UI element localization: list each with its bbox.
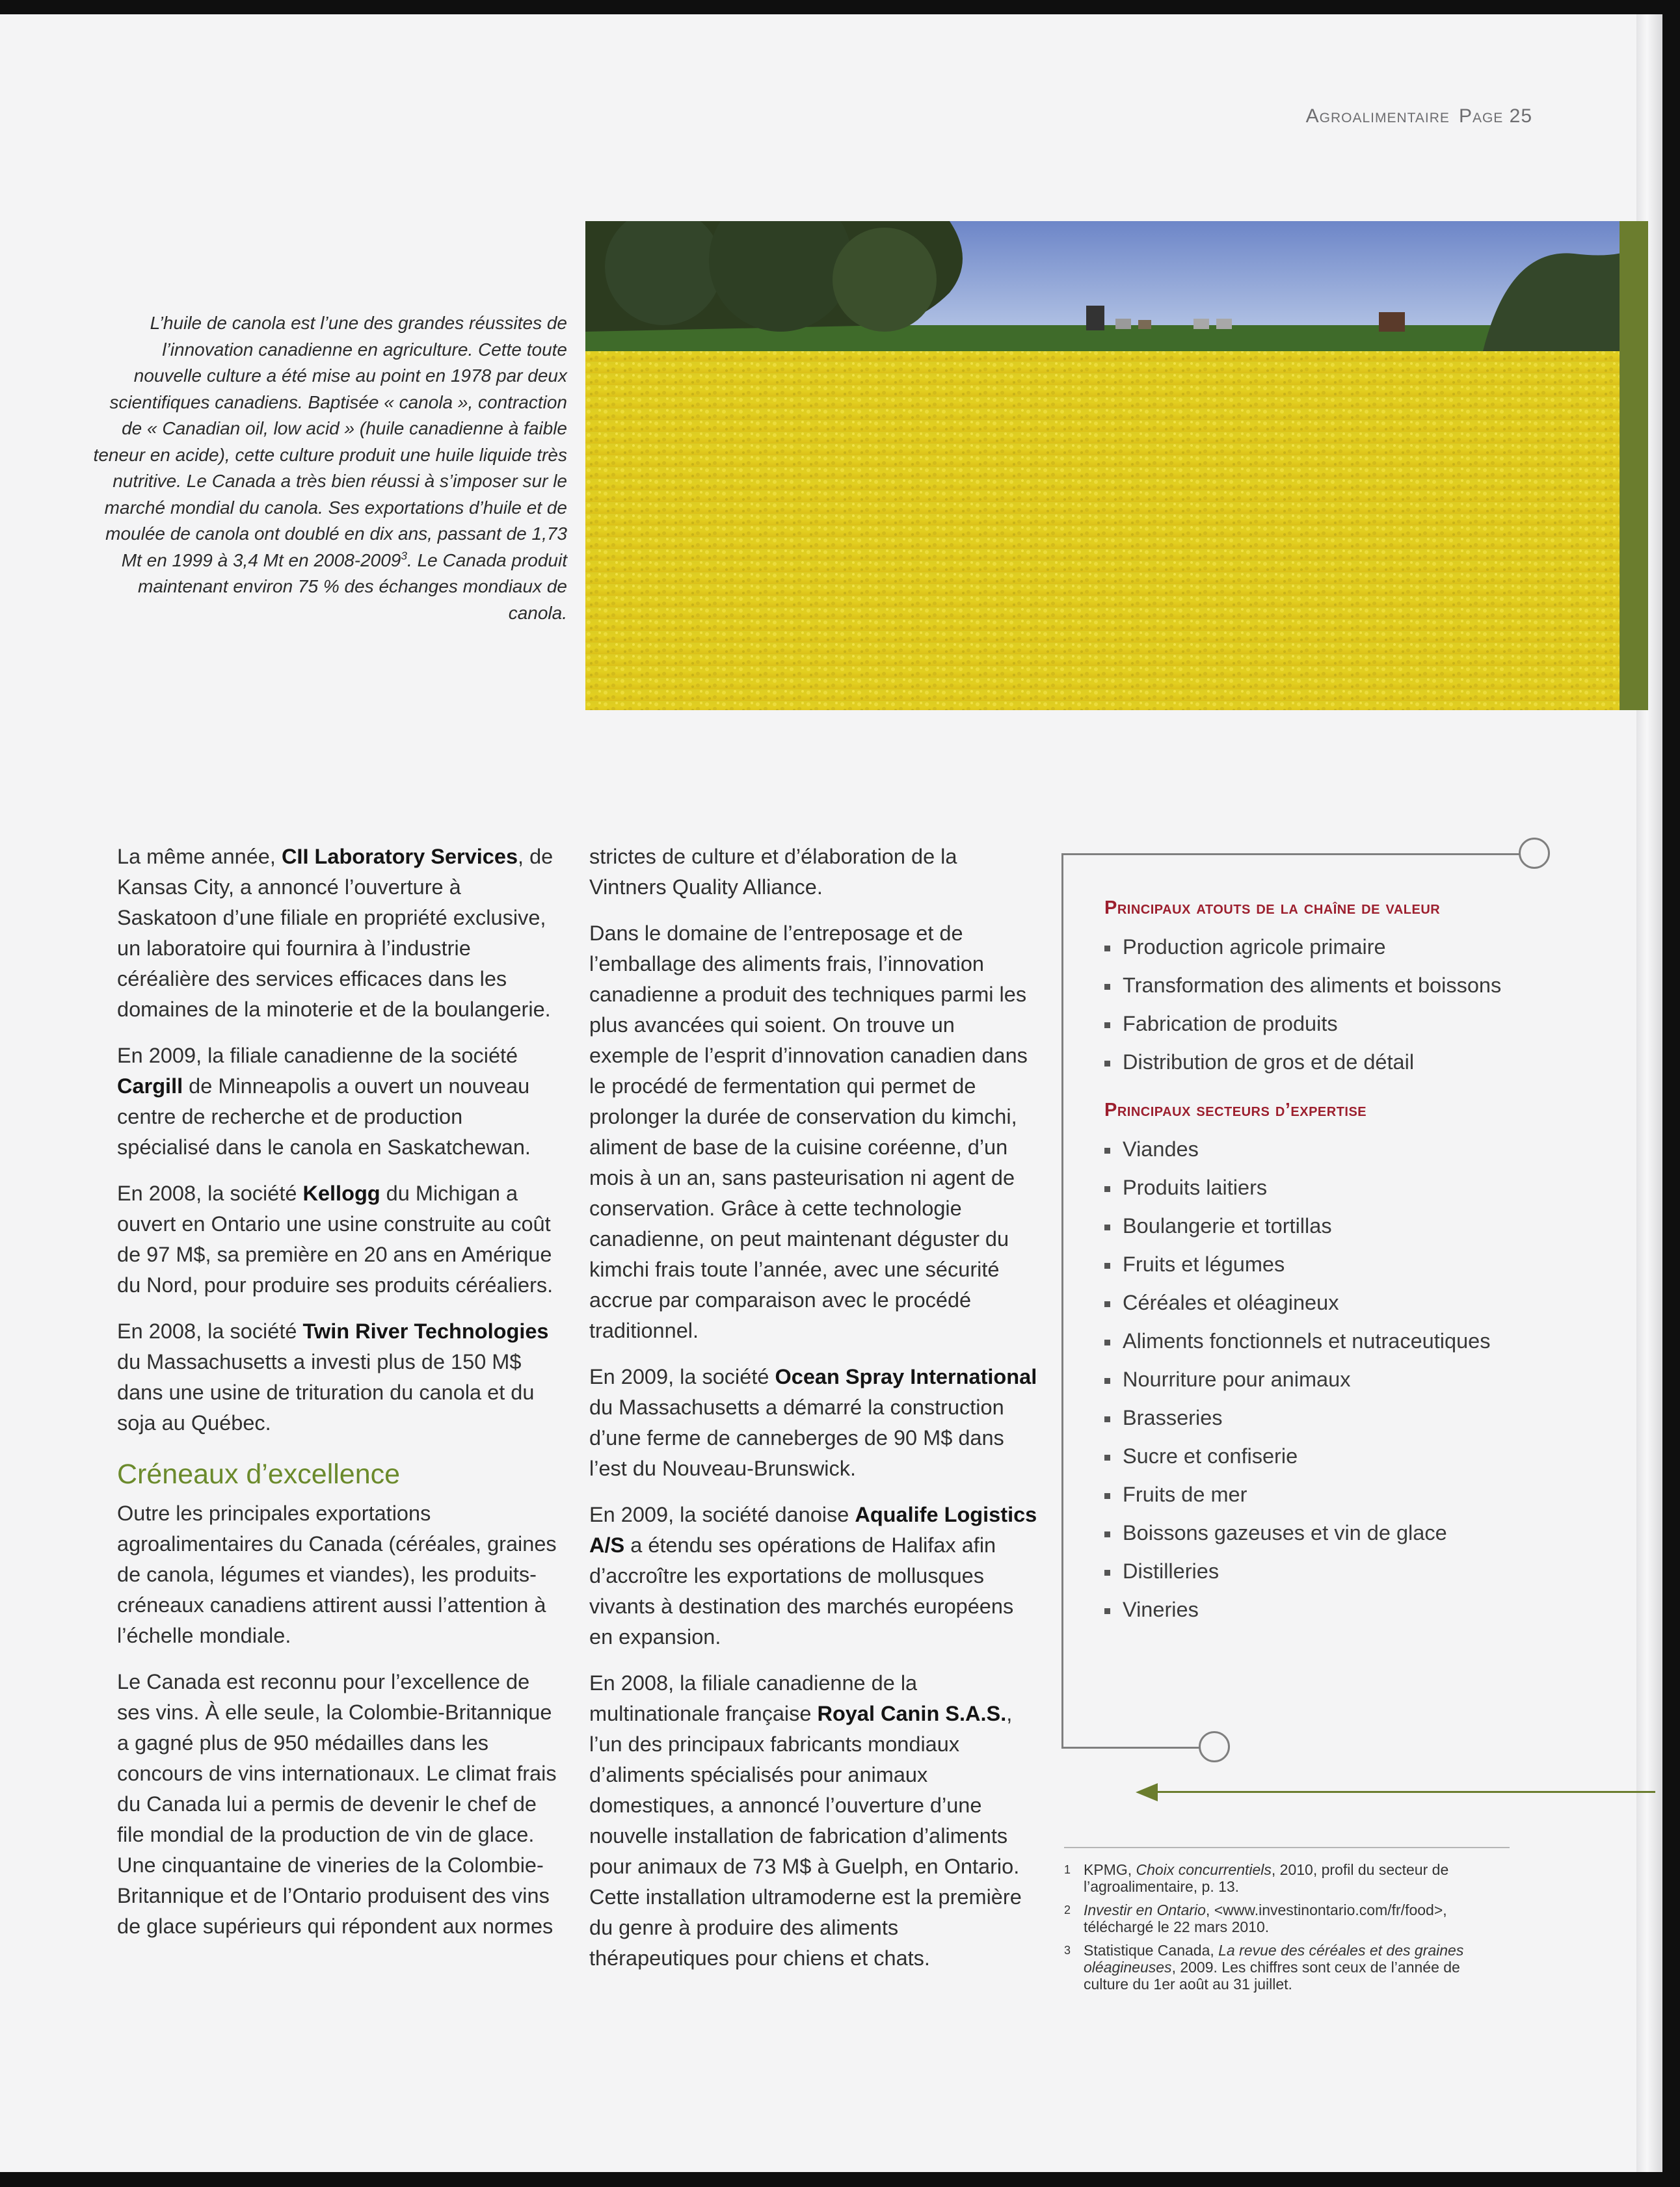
canola-field-photo — [585, 221, 1647, 710]
company-name: Kellogg — [302, 1182, 380, 1205]
paragraph: En 2008, la société Twin River Technologies du Massachusetts a investi plus de 150 M$ dans une usine de trituration du canola et du soja au Québec. — [117, 1319, 549, 1435]
caption-tail: . Le Canada produit maintenant environ 75 % des échanges mondiaux de canola. — [138, 550, 567, 623]
sidebar-heading: Principaux secteurs d’expertise — [1104, 1100, 1367, 1120]
circle-ornament — [1519, 838, 1550, 869]
text-column-2 — [589, 842, 1038, 1989]
company-name: Twin River Technologies — [302, 1319, 549, 1343]
company-name: Royal Canin S.A.S. — [817, 1702, 1007, 1725]
list-item: Céréales et oléagineux — [1104, 1284, 1521, 1322]
list-item: Boissons gazeuses et vin de glace — [1104, 1514, 1521, 1552]
page — [0, 14, 1662, 2172]
list-item: Brasseries — [1104, 1399, 1521, 1437]
list-item: Viandes — [1104, 1130, 1521, 1169]
photo-accent-bar — [1620, 221, 1648, 710]
paragraph: En 2009, la société Ocean Spray International du Massachusetts a démarré la construction d’une ferme de canneberges de 90 M$ dans l’est du Nouveau-Brunswick. — [589, 1365, 1037, 1480]
list-item: Produits laitiers — [1104, 1169, 1521, 1207]
list-item: Production agricole primaire — [1104, 928, 1521, 966]
paragraph: En 2009, la société danoise Aqualife Logistics A/S a étendu ses opérations de Halifax afin d’accroître les exportations de mollusques vivants à destination des marchés européens en expansion. — [589, 1503, 1037, 1649]
list-item: Nourriture pour animaux — [1104, 1360, 1521, 1399]
footnote-number: 1 — [1064, 1863, 1071, 1876]
running-header — [1306, 105, 1532, 127]
company-name: Ocean Spray International — [775, 1365, 1037, 1388]
footnote-number: 3 — [1064, 1944, 1071, 1957]
footnote: 1 KPMG, Choix concurrentiels, 2010, profil du secteur de l’agroalimentaire, p. 13. — [1064, 1861, 1449, 1895]
circle-ornament — [1199, 1731, 1230, 1762]
company-name: Cargill — [117, 1074, 183, 1098]
sidebar-heading: Principaux atouts de la chaîne de valeur — [1104, 897, 1441, 918]
arrow-left-icon — [1136, 1783, 1158, 1801]
sidebar-box — [1104, 897, 1521, 1647]
list-item: Fruits et légumes — [1104, 1245, 1521, 1284]
text-column-1 — [117, 842, 559, 1957]
paragraph: strictes de culture et d’élaboration de la Vintners Quality Alliance. — [589, 845, 957, 899]
footnote-rule — [1064, 1847, 1510, 1848]
value-chain-list — [1104, 928, 1521, 1081]
caption-text: L’huile de canola est l’une des grandes réussites de l’innovation canadienne en agriculture. Cette toute nouvelle culture a été mise au point en 1978 par deux scientifiques canadiens. Baptisée « canola », contraction de « Canadian oil, low acid » (huile canadienne à faible teneur en acide), cette culture produit une huile liquide très nutritive. Le Canada a très bien réussi à s’imposer sur le marché mondial du canola. Ses exportations d’huile et de moulée de canola ont doublé en dix ans, passant de 1,73 Mt en 1999 à 3,4 Mt en 2008-2009 — [93, 313, 567, 570]
paragraph: Dans le domaine de l’entreposage et de l’emballage des aliments frais, l’innovation canadienne a produit des techniques parmi les plus avancées qui soient. On trouve un exemple de l’esprit d’innovation canadien dans le procédé de fermentation qui permet de prolonger la durée de conservation du kimchi, aliment de base de la cuisine coréenne, d’un mois à un an, sans pasteurisation ni agent de conservation. Grâce à cette technologie canadienne, on peut maintenant déguster du kimchi frais toute l’année, avec une sécurité accrue par comparaison avec le procédé traditionnel. — [589, 921, 1028, 1342]
paragraph: Le Canada est reconnu pour l’excellence de ses vins. À elle seule, la Colombie-Britannique a gagné plus de 950 médailles dans les concours de vins internationaux. Le climat frais du Canada lui a permis de devenir le chef de file mondial de la production de vin de glace. Une cinquantaine de vineries de la Colombie-Britannique et de l’Ontario produisent des vins de glace supérieurs qui répondent aux normes — [117, 1670, 557, 1938]
header-section: Agroalimentaire — [1305, 105, 1450, 127]
section-title: Créneaux d’excellence — [117, 1459, 401, 1490]
list-item: Distribution de gros et de détail — [1104, 1043, 1521, 1081]
list-item: Fabrication de produits — [1104, 1005, 1521, 1043]
caption-footnote-ref: 3 — [401, 549, 408, 563]
photo-caption — [91, 310, 567, 626]
paragraph: En 2008, la société Kellogg du Michigan a ouvert en Ontario une usine construite au coût de 97 M$, sa première en 20 ans en Amérique du Nord, pour produire ses produits céréaliers. — [117, 1182, 553, 1297]
paragraph: La même année, CII Laboratory Services, de Kansas City, a annoncé l’ouverture à Saskatoon d’une filiale en propriété exclusive, un laboratoire qui fournira à l’industrie céréalière des services efficaces dans les domaines de la minoterie et de la boulangerie. — [117, 845, 553, 1021]
paragraph: En 2008, la filiale canadienne de la multinationale française Royal Canin S.A.S., l’un des principaux fabricants mondiaux d’aliments spécialisés pour animaux domestiques, a annoncé l’ouverture d’une nouvelle installation de fabrication d’aliments pour animaux de 73 M$ à Guelph, en Ontario. Cette installation ultramoderne est la première du genre à produire des aliments thérapeutiques pour chiens et chats. — [589, 1671, 1022, 1970]
list-item: Transformation des aliments et boissons — [1104, 966, 1521, 1005]
list-item: Boulangerie et tortillas — [1104, 1207, 1521, 1245]
sidebar-frame-bottom — [1061, 1747, 1200, 1749]
footnotes — [1064, 1861, 1487, 1999]
company-name: Aqualife Logistics A/S — [589, 1503, 1037, 1557]
list-item: Fruits de mer — [1104, 1476, 1521, 1514]
list-item: Distilleries — [1104, 1552, 1521, 1591]
footnote-number: 2 — [1064, 1903, 1071, 1916]
paragraph: En 2009, la filiale canadienne de la société Cargill de Minneapolis a ouvert un nouveau centre de recherche et de production spécialisé dans le canola en Saskatchewan. — [117, 1044, 531, 1159]
expertise-list — [1104, 1130, 1521, 1629]
footnote: 3 Statistique Canada, La revue des céréales et des graines oléagineuses, 2009. Les chiffres sont ceux de l’année de culture du 1er août au 31 juillet. — [1064, 1942, 1464, 1993]
paragraph: Outre les principales exportations agroalimentaires du Canada (céréales, graines de canola, légumes et viandes), les produits-créneaux canadiens attirent aussi l’attention à l’échelle mondiale. — [117, 1502, 557, 1647]
list-item: Vineries — [1104, 1591, 1521, 1629]
header-page-number: Page 25 — [1458, 105, 1532, 127]
list-item: Aliments fonctionnels et nutraceutiques — [1104, 1322, 1521, 1360]
arrow-line — [1154, 1791, 1655, 1793]
footnote: 2 Investir en Ontario, <www.investinontario.com/fr/food>, téléchargé le 22 mars 2010. — [1064, 1902, 1447, 1935]
list-item: Sucre et confiserie — [1104, 1437, 1521, 1476]
company-name: CII Laboratory Services — [281, 845, 518, 868]
